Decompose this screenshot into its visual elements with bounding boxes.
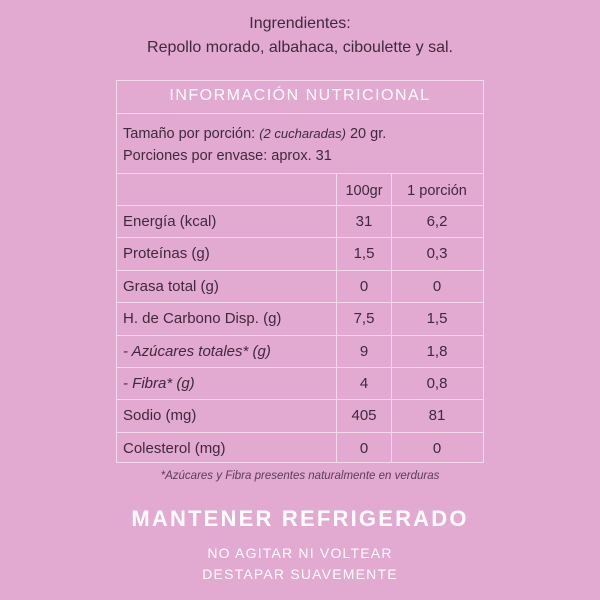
serving-prefix: Tamaño por porción: (123, 126, 256, 142)
divider (117, 302, 483, 303)
divider (117, 335, 483, 336)
value-per-portion: 6,2 (426, 213, 448, 230)
value-per-portion: 0 (432, 439, 442, 457)
value-per-100g: 1,5 (353, 245, 375, 263)
value-per-portion: 1,5 (426, 310, 448, 328)
ingredients-block (0, 12, 600, 60)
divider (117, 113, 483, 114)
ingredients-title: Ingrendientes: (249, 15, 351, 32)
handling-notes (0, 543, 600, 585)
serving-info (123, 123, 386, 167)
value-per-portion: 0,8 (426, 375, 448, 392)
value-per-portion: 81 (428, 407, 446, 425)
divider (117, 205, 483, 206)
nutrient-label: Proteínas (g) (123, 245, 210, 263)
divider (117, 173, 483, 174)
value-per-100g: 0 (359, 439, 369, 457)
nutrition-table (116, 80, 484, 463)
divider (117, 367, 483, 368)
nutrient-label: - Fibra* (g) (123, 375, 195, 392)
nutrient-label: Sodio (mg) (123, 407, 197, 425)
serving-note: (2 cucharadas) (259, 126, 346, 141)
nutrient-label: Colesterol (mg) (123, 439, 226, 457)
nutrition-title: INFORMACIÓN NUTRICIONAL (169, 87, 431, 104)
serving-size (123, 123, 386, 145)
nutrient-label: Grasa total (g) (123, 277, 219, 295)
value-per-100g: 405 (351, 407, 377, 425)
value-per-100g: 4 (359, 375, 369, 392)
nutrient-label: - Azúcares totales* (g) (123, 342, 271, 360)
value-per-portion: 0 (432, 277, 442, 295)
nutrient-label: Energía (kcal) (123, 213, 217, 230)
value-per-100g: 31 (355, 213, 373, 230)
divider (117, 237, 483, 238)
divider (117, 399, 483, 400)
value-per-portion: 0,3 (426, 245, 448, 263)
value-per-100g: 0 (359, 277, 369, 295)
nutrient-label: H. de Carbono Disp. (g) (123, 310, 282, 328)
handling-note-2: DESTAPAR SUAVEMENTE (202, 566, 398, 582)
value-per-portion: 1,8 (426, 342, 448, 360)
serving-amount: 20 gr. (349, 126, 387, 142)
divider (117, 270, 483, 271)
column-header-portion: 1 porción (407, 183, 467, 199)
ingredients-list: Repollo morado, albahaca, ciboulette y sal. (147, 39, 453, 56)
value-per-100g: 9 (359, 342, 369, 360)
footnote: *Azúcares y Fibra presentes naturalmente en verduras (160, 470, 440, 482)
divider (117, 432, 483, 433)
handling-note-1: NO AGITAR NI VOLTEAR (207, 545, 393, 561)
value-per-100g: 7,5 (353, 310, 375, 328)
column-header-100gr: 100gr (345, 183, 383, 199)
storage-instruction: MANTENER REFRIGERADO (131, 506, 469, 531)
servings-per-container: Porciones por envase: aprox. 31 (123, 148, 332, 164)
